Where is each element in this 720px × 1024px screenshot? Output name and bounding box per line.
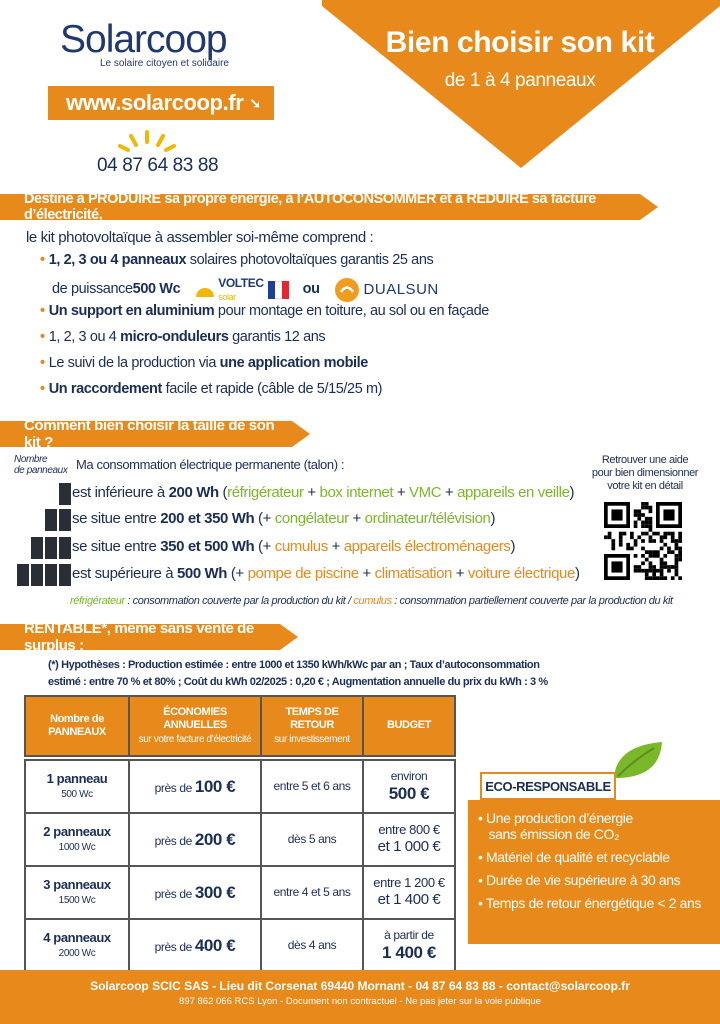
item-text: facile et rapide (câble de 5/15/25 m) <box>161 381 383 397</box>
item-text: pour montage en toiture, au sol ou en façade <box>214 303 489 319</box>
list-item: • 1, 2, 3 ou 4 micro-onduleurs garantis 12 ans <box>40 329 326 345</box>
table-row <box>25 919 455 972</box>
row-orange: climatisation <box>374 565 452 582</box>
legend-text: : consommation couverte par la production du kit / <box>124 595 354 607</box>
h-text: Nombre de <box>50 712 104 725</box>
row-text: + <box>393 484 410 501</box>
website-link[interactable] <box>48 86 274 120</box>
row-green: congélateur <box>274 510 349 527</box>
qr-caption-3: votre kit en détail <box>607 480 683 493</box>
french-flag-icon <box>268 281 289 299</box>
voltec-sun-icon <box>194 281 216 299</box>
list-item: • 1, 2, 3 ou 4 panneaux solaires photovoltaïques garantis 25 ans <box>40 252 434 268</box>
row-text: + <box>358 565 375 582</box>
cell-return: dès 5 ans <box>287 831 337 846</box>
eco-text: Une production d’énergie <box>486 810 633 826</box>
row-text: ) <box>510 538 516 555</box>
solarcoop-logo <box>60 18 260 78</box>
item-bold: une application mobile <box>219 355 368 371</box>
panels-2-icon <box>45 509 71 531</box>
cell-panels: 3 panneaux <box>43 877 111 893</box>
header-savings <box>129 696 261 756</box>
header-budget <box>363 696 455 756</box>
row-green: ordinateur/télévision <box>364 510 491 527</box>
row-green: VMC <box>409 484 442 501</box>
row-bold: 350 et 500 Wh <box>160 538 255 555</box>
voltec-sub: solar <box>218 292 236 303</box>
cell-wc: 2000 Wc <box>58 948 96 960</box>
eco-list <box>478 810 716 918</box>
h-sub: sur investissement <box>274 733 350 745</box>
item-text: 1, 2, 3 ou 4 <box>48 329 121 345</box>
row-text: ) <box>569 484 575 501</box>
h-text: BUDGET <box>386 719 432 732</box>
cell-budget-1: environ <box>390 768 428 783</box>
h-text: PANNEAUX <box>48 726 106 738</box>
item-bold: 1, 2, 3 ou 4 panneaux <box>48 252 187 268</box>
table-row <box>25 760 455 813</box>
intro-lead: le kit photovoltaïque à assembler soi-même comprend : <box>26 229 374 246</box>
footer <box>0 970 720 1024</box>
cell-budget-2: et 1 400 € <box>377 891 441 909</box>
or-text: ou <box>302 281 320 298</box>
leaf-icon <box>610 738 666 782</box>
dualsun-logo <box>334 277 439 303</box>
qr-caption <box>585 454 705 494</box>
voltec-text: VOLTEC <box>218 276 264 290</box>
h-sub: sur votre facture d’électricité <box>138 733 252 745</box>
row-bold: 500 Wh <box>176 565 228 582</box>
cell-budget-1: entre 1 200 € <box>373 875 445 891</box>
eco-item: • Temps de retour énergétique < 2 ans <box>478 895 701 912</box>
row-text: + <box>303 484 320 501</box>
cell-wc: 500 Wc <box>61 789 93 801</box>
eco-text: Durée de vie supérieure à 30 ans <box>486 872 681 889</box>
cell-savings: 100 € <box>194 776 236 796</box>
row-text: (+ <box>254 538 275 555</box>
item-bold: Un support en aluminium <box>48 303 215 319</box>
hypotheses-line-1: (*) Hypothèses : Production estimée : entre 1000 et 1350 kWh/kWc par an ; Taux d’autoconsommation <box>48 659 540 671</box>
panel-count-label <box>14 454 67 476</box>
cell-return: dès 4 ans <box>287 937 337 952</box>
row-green: box internet <box>319 484 394 501</box>
choose-banner <box>0 417 292 451</box>
row-text: se situe entre <box>72 510 161 527</box>
row-green: réfrigérateur <box>227 484 304 501</box>
header-return <box>261 696 363 756</box>
table-row <box>25 866 455 919</box>
list-item-power <box>52 277 439 303</box>
choose-banner-text: Comment bien choisir la taille de son kit ? <box>24 417 275 451</box>
row-text: + <box>452 565 468 582</box>
h-text: TEMPS DE RETOUR <box>285 706 339 732</box>
rentable-banner-text: RENTABLE*, même sans vente de surplus : <box>24 620 254 654</box>
item-text: Le suivi de la production via <box>48 355 220 371</box>
dualsun-icon <box>334 277 360 303</box>
row-text: est inférieure à <box>72 484 169 501</box>
footer-line-2: 897 862 066 RCS Lyon - Document non contractuel - Ne pas jeter sur la voie publique <box>179 996 541 1007</box>
eco-title: ECO-RESPONSABLE <box>480 772 616 800</box>
cell-text: près de <box>154 833 195 848</box>
list-item: • Un support en aluminium pour montage en toiture, au sol ou en façade <box>40 303 489 319</box>
eco-item: • Une production d’énergie sans émission de CO₂ <box>478 810 633 843</box>
cell-return: entre 5 et 6 ans <box>273 778 351 793</box>
consumption-row-2 <box>72 510 495 527</box>
h-text: ÉCONOMIES ANNUELLES <box>163 706 227 732</box>
rentable-banner <box>0 620 280 654</box>
page-title: Bien choisir son kit <box>385 26 655 59</box>
row-text: ) <box>490 510 496 527</box>
legend-orange: cumulus <box>353 595 392 607</box>
panels-1-icon <box>59 483 71 505</box>
item-text: solaires photovoltaïques garantis 25 ans <box>186 252 434 268</box>
cell-wc: 1000 Wc <box>58 842 96 854</box>
eco-text: sans émission de CO₂ <box>488 826 619 843</box>
cell-text: près de <box>154 886 195 901</box>
phone-number: 04 87 64 83 88 <box>97 155 219 176</box>
panel-count-label-1: Nombre <box>14 454 48 465</box>
row-text: + <box>327 538 344 555</box>
cursor-icon: ➘ <box>249 94 261 111</box>
consumption-row-1 <box>72 484 574 501</box>
row-text: est supérieure à <box>72 565 177 582</box>
footer-line-1: Solarcoop SCIC SAS - Lieu dit Corsenat 69440 Mornant - 04 87 64 83 88 - contact@solarcoop.fr <box>90 979 630 993</box>
roi-table <box>24 695 456 973</box>
item-text: de puissance <box>52 281 133 298</box>
cell-savings: 400 € <box>194 935 236 955</box>
qr-caption-1: Retrouver une aide <box>601 454 689 466</box>
intro-banner-text: Destiné à PRODUIRE sa propre énergie, à l’AUTOCONSOMMER et à RÉDUIRE sa facture d’électricité, <box>24 191 596 223</box>
row-text: + <box>348 510 365 527</box>
cell-budget-2: 500 € <box>388 783 430 803</box>
cell-savings: 200 € <box>194 829 236 849</box>
cell-wc: 1500 Wc <box>58 895 96 907</box>
row-text: ) <box>574 565 580 582</box>
item-bold: micro-onduleurs <box>120 329 229 345</box>
eco-text: Matériel de qualité et recyclable <box>486 849 670 866</box>
cell-panels: 2 panneaux <box>43 824 111 840</box>
qr-code[interactable] <box>604 502 682 580</box>
consumption-row-4 <box>72 565 580 582</box>
logo-text: Solarcoop <box>60 18 227 61</box>
cell-panels: 4 panneaux <box>43 930 111 946</box>
row-text: se situe entre <box>72 538 161 555</box>
row-text: (+ <box>227 565 248 582</box>
voltec-logo <box>194 277 263 303</box>
tagline: Le solaire citoyen et solidaire <box>100 58 229 69</box>
cell-return: entre 4 et 5 ans <box>273 884 351 899</box>
cell-panels: 1 panneau <box>46 771 108 787</box>
row-text: ( <box>218 484 228 501</box>
cell-budget-2: et 1 000 € <box>377 838 441 856</box>
eco-item: • Durée de vie supérieure à 30 ans <box>478 872 681 889</box>
consumption-row-3 <box>72 538 515 555</box>
row-text: + <box>441 484 458 501</box>
panels-3-icon <box>31 537 71 559</box>
list-item: • Un raccordement facile et rapide (câble de 5/15/25 m) <box>40 381 383 397</box>
dualsun-text: DUALSUN <box>363 281 439 299</box>
website-text: www.solarcoop.fr <box>66 90 244 115</box>
cell-budget-1: à partir de <box>384 927 434 942</box>
item-bold: 500 Wc <box>132 281 181 298</box>
table-row <box>25 813 455 866</box>
legend-text: : consommation partiellement couverte par la production du kit <box>391 595 673 607</box>
eco-item: • Matériel de qualité et recyclable <box>478 849 670 866</box>
consumption-legend <box>70 595 673 607</box>
row-orange: cumulus <box>274 538 328 555</box>
legend-green: réfrigérateur <box>70 595 125 607</box>
cell-text: près de <box>154 939 195 954</box>
row-bold: 200 et 350 Wh <box>160 510 255 527</box>
item-text: garantis 12 ans <box>228 329 326 345</box>
qr-caption-2: pour bien dimensionner <box>591 467 699 480</box>
hypotheses-line-2: estimé : entre 70 % et 80% ; Coût du kWh 02/2025 : 0,20 € ; Augmentation annuelle du prix du kWh : 3 % <box>48 676 548 689</box>
intro-banner <box>0 191 640 223</box>
cell-budget-1: entre 800 € <box>378 822 440 838</box>
row-green: appareils en veille <box>457 484 570 501</box>
row-orange: pompe de piscine <box>247 565 359 582</box>
row-orange: voiture électrique <box>467 565 575 582</box>
list-item: • Le suivi de la production via une application mobile <box>40 355 368 371</box>
row-orange: appareils électroménagers <box>343 538 511 555</box>
cell-text: près de <box>154 780 195 795</box>
cell-budget-2: 1 400 € <box>382 942 436 962</box>
hypotheses <box>48 657 558 691</box>
row-bold: 200 Wh <box>168 484 219 501</box>
row-text: (+ <box>254 510 275 527</box>
panel-count-label-2: de panneaux <box>14 465 68 476</box>
page-subtitle: de 1 à 4 panneaux <box>444 70 596 91</box>
consumption-lead: Ma consommation électrique permanente (talon) : <box>76 457 345 472</box>
cell-savings: 300 € <box>194 882 236 902</box>
eco-text: Temps de retour énergétique < 2 ans <box>485 895 701 912</box>
item-bold: Un raccordement <box>48 381 162 397</box>
panels-4-icon <box>17 564 71 586</box>
header-panels <box>25 696 129 756</box>
